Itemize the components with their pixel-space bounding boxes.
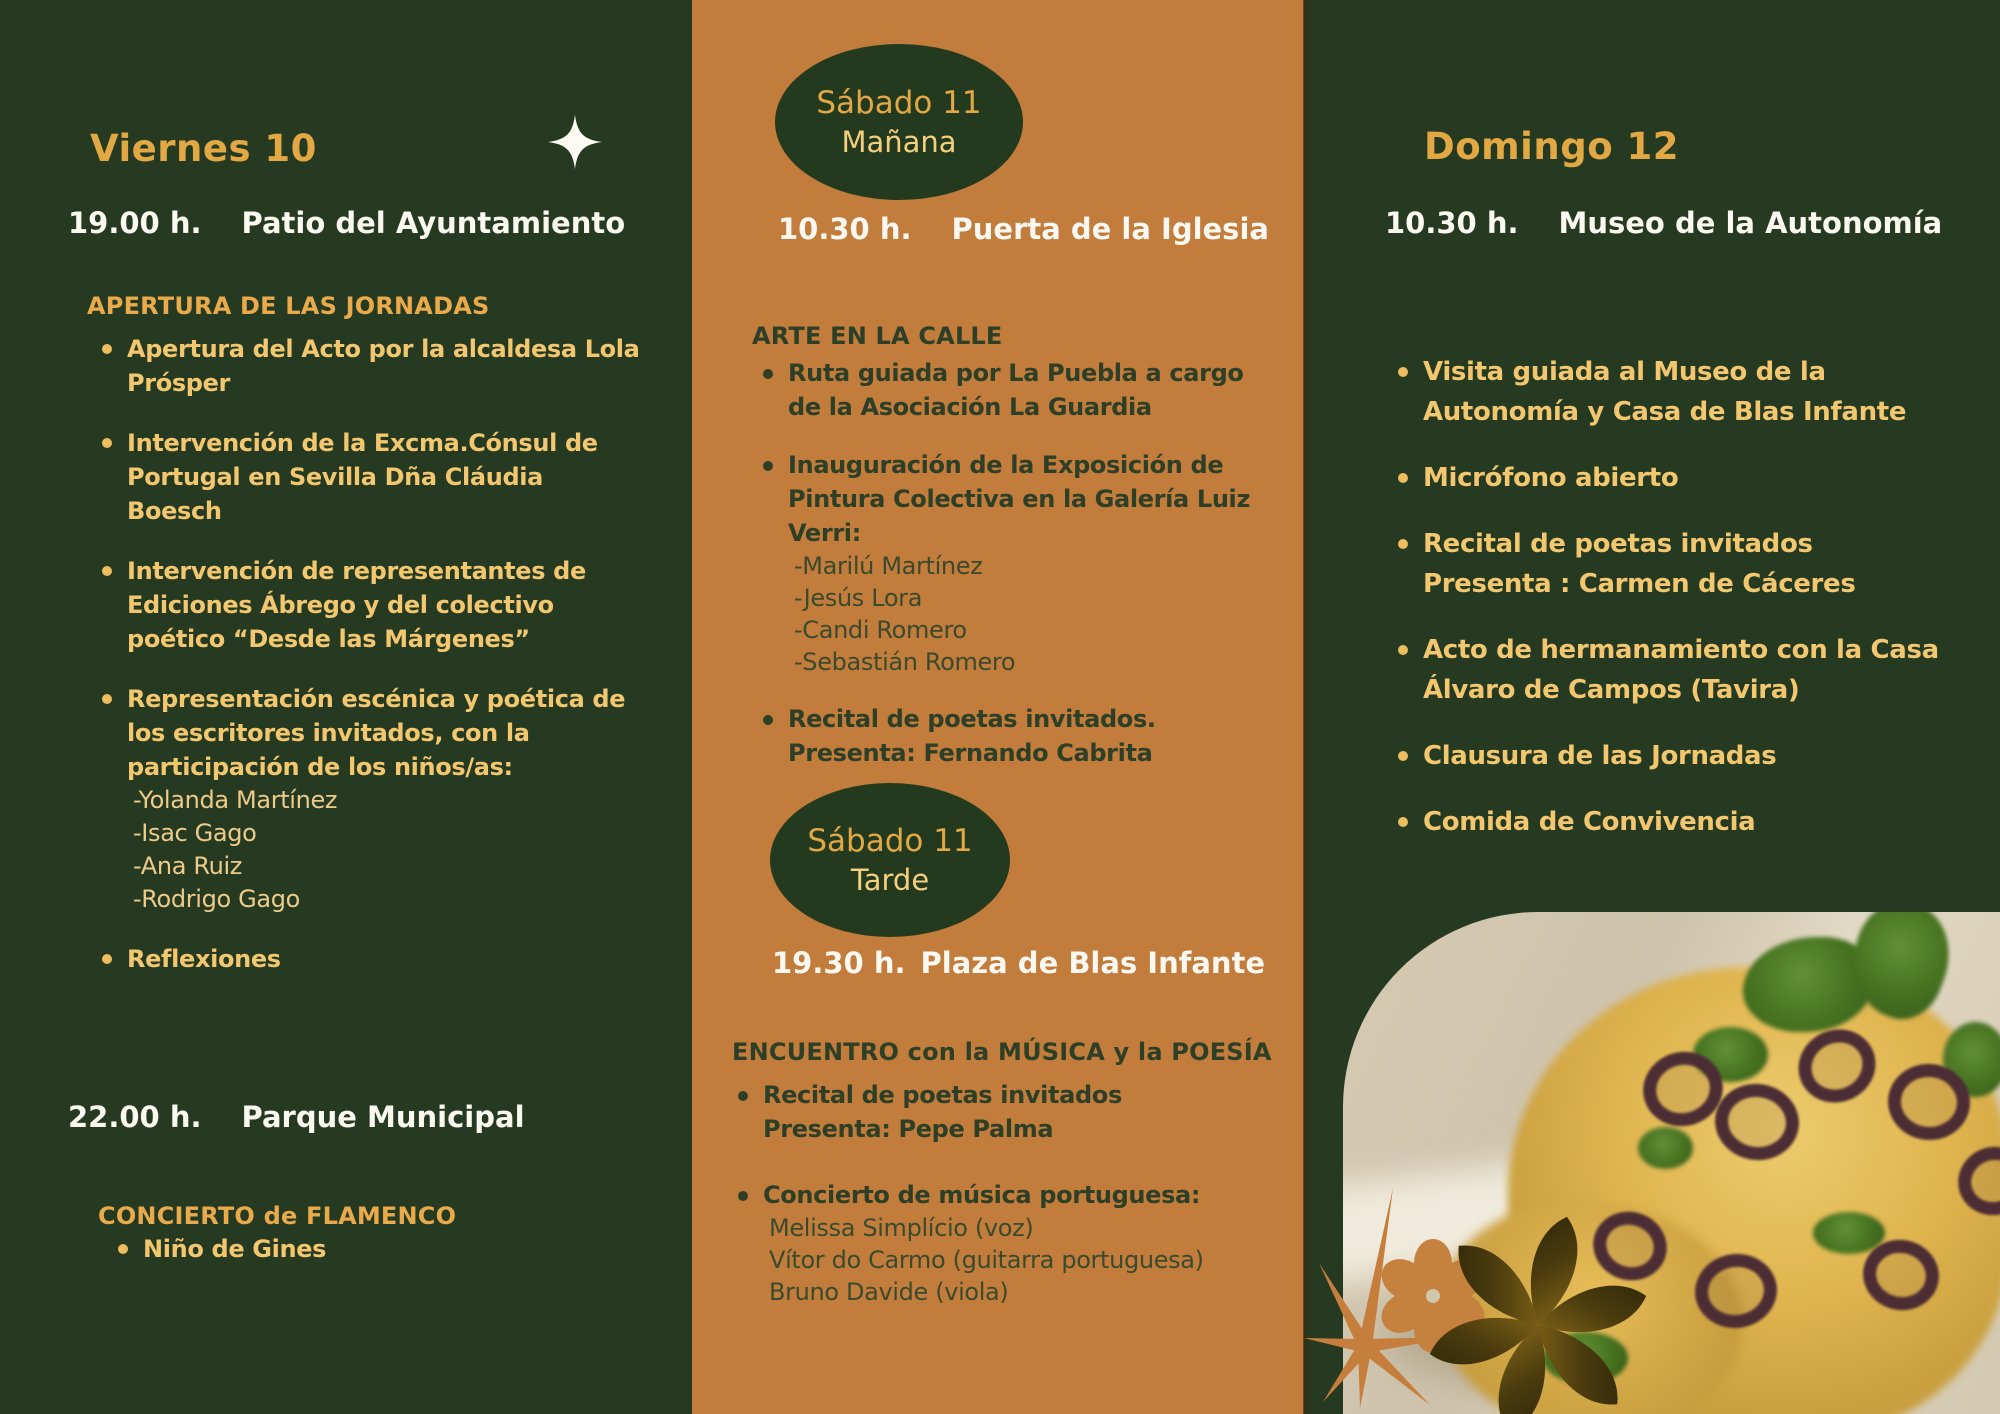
participant-name: Vítor do Carmo (guitarra portuguesa) [769,1246,1204,1274]
event-item [96,942,656,976]
event-line: los escritores invitados, con la [127,719,530,747]
event-item [96,682,656,916]
event-line: Micrófono abierto [1423,463,1679,493]
session-place: Puerta de la Iglesia [951,212,1269,246]
event-line: Verri: [788,519,861,547]
event-line: Acto de hermanamiento con la Casa [1423,635,1939,665]
event-line: Recital de poetas invitados [763,1081,1122,1109]
event-line: Ediciones Ábrego y del colectivo [127,591,554,619]
event-line: Comida de Convivencia [1423,807,1756,837]
event-item [96,554,656,656]
event-list [1392,352,1972,868]
event-line: Prósper [127,369,231,397]
event-line: Autonomía y Casa de Blas Infante [1423,397,1907,427]
event-item [96,332,656,400]
event-line: Pintura Colectiva en la Galería Luiz [788,485,1251,513]
event-item [96,426,656,528]
participant-name: Bruno Davide (viola) [769,1278,1009,1306]
event-line: Concierto de música portuguesa: [763,1181,1201,1209]
badge-day: Sábado 11 [816,85,982,121]
event-line: Apertura del Acto por la alcaldesa Lola [127,335,640,363]
participant-name: -Yolanda Martínez [133,786,338,814]
day-title-domingo: Domingo 12 [1424,124,1679,168]
event-line: Recital de poetas invitados. [788,705,1156,733]
session-place: Plaza de Blas Infante [920,946,1266,980]
session-time: 10.30 h. [778,212,912,246]
session-time-place [68,206,625,240]
event-line: Presenta : Carmen de Cáceres [1423,569,1856,599]
day-title-viernes: Viernes 10 [90,126,317,170]
event-line: Clausura de las Jornadas [1423,741,1777,771]
participant-name: Melissa Simplício (voz) [769,1214,1034,1242]
section-title: APERTURA DE LAS JORNADAS [87,292,490,320]
event-line: Álvaro de Campos (Tavira) [1423,675,1800,705]
event-item [757,702,1277,770]
event-line: de la Asociación La Guardia [788,393,1152,421]
session-time-place [778,212,1269,246]
event-line: poético “Desde las Márgenes” [127,625,530,653]
event-item [1392,802,1972,842]
event-line: Portugal en Sevilla Dña Cláudia [127,463,544,491]
session-time-place [772,946,1265,980]
event-line: participación de los niños/as: [127,753,513,781]
event-item [1392,352,1972,432]
event-item [1392,736,1972,776]
event-line: Intervención de representantes de [127,557,586,585]
participant-name: -Rodrigo Gago [133,885,300,913]
pinwheel-flower-icon [1408,1195,1668,1414]
section-title: CONCIERTO de FLAMENCO [98,1202,457,1230]
event-line: Visita guiada al Museo de la [1423,357,1826,387]
participant-name: -Jesús Lora [794,584,923,612]
section-title: ENCUENTRO con la MÚSICA y la POESÍA [732,1038,1272,1066]
sparkle-icon [546,113,604,171]
participant-name: -Isac Gago [133,819,257,847]
session-time: 19.00 h. [68,206,202,240]
parsley-garnish [1638,1127,1693,1169]
event-item [1392,458,1972,498]
event-line: Reflexiones [127,945,281,973]
event-item [732,1078,1272,1146]
session-place: Parque Municipal [241,1100,525,1134]
event-line: Presenta: Pepe Palma [763,1115,1054,1143]
participant-name: -Candi Romero [794,616,967,644]
participant-name: -Sebastián Romero [794,648,1016,676]
event-line: Intervención de la Excma.Cónsul de [127,429,598,457]
section-title: ARTE EN LA CALLE [752,322,1003,350]
event-item [757,356,1277,424]
session-place: Museo de la Autonomía [1558,206,1943,240]
participant-name: -Ana Ruiz [133,852,243,880]
event-line: Presenta: Fernando Cabrita [788,739,1153,767]
event-list [757,356,1277,794]
session-time: 19.30 h. [772,946,906,980]
event-item [1392,630,1972,710]
session-place: Patio del Ayuntamiento [241,206,626,240]
participant-name: -Marilú Martínez [794,552,983,580]
badge-part: Tarde [850,863,930,897]
event-list [96,332,656,1002]
event-line: Representación escénica y poética de [127,685,626,713]
event-item [1392,524,1972,604]
event-line: Recital de poetas invitados [1423,529,1813,559]
event-line: Boesch [127,497,222,525]
panel-viernes [0,0,692,1414]
event-line: Ruta guiada por La Puebla a cargo [788,359,1244,387]
badge-sabado-tarde [770,783,1010,937]
event-item [757,448,1277,678]
session-time-place [1385,206,1942,240]
event-line: Inauguración de la Exposición de [788,451,1224,479]
badge-sabado-manana [775,44,1023,200]
session-time: 22.00 h. [68,1100,202,1134]
badge-day: Sábado 11 [807,823,973,859]
white-starburst-icon [0,1116,288,1414]
session-time: 10.30 h. [1385,206,1519,240]
badge-part: Mañana [841,125,957,159]
event-line: Niño de Gines [143,1235,327,1263]
